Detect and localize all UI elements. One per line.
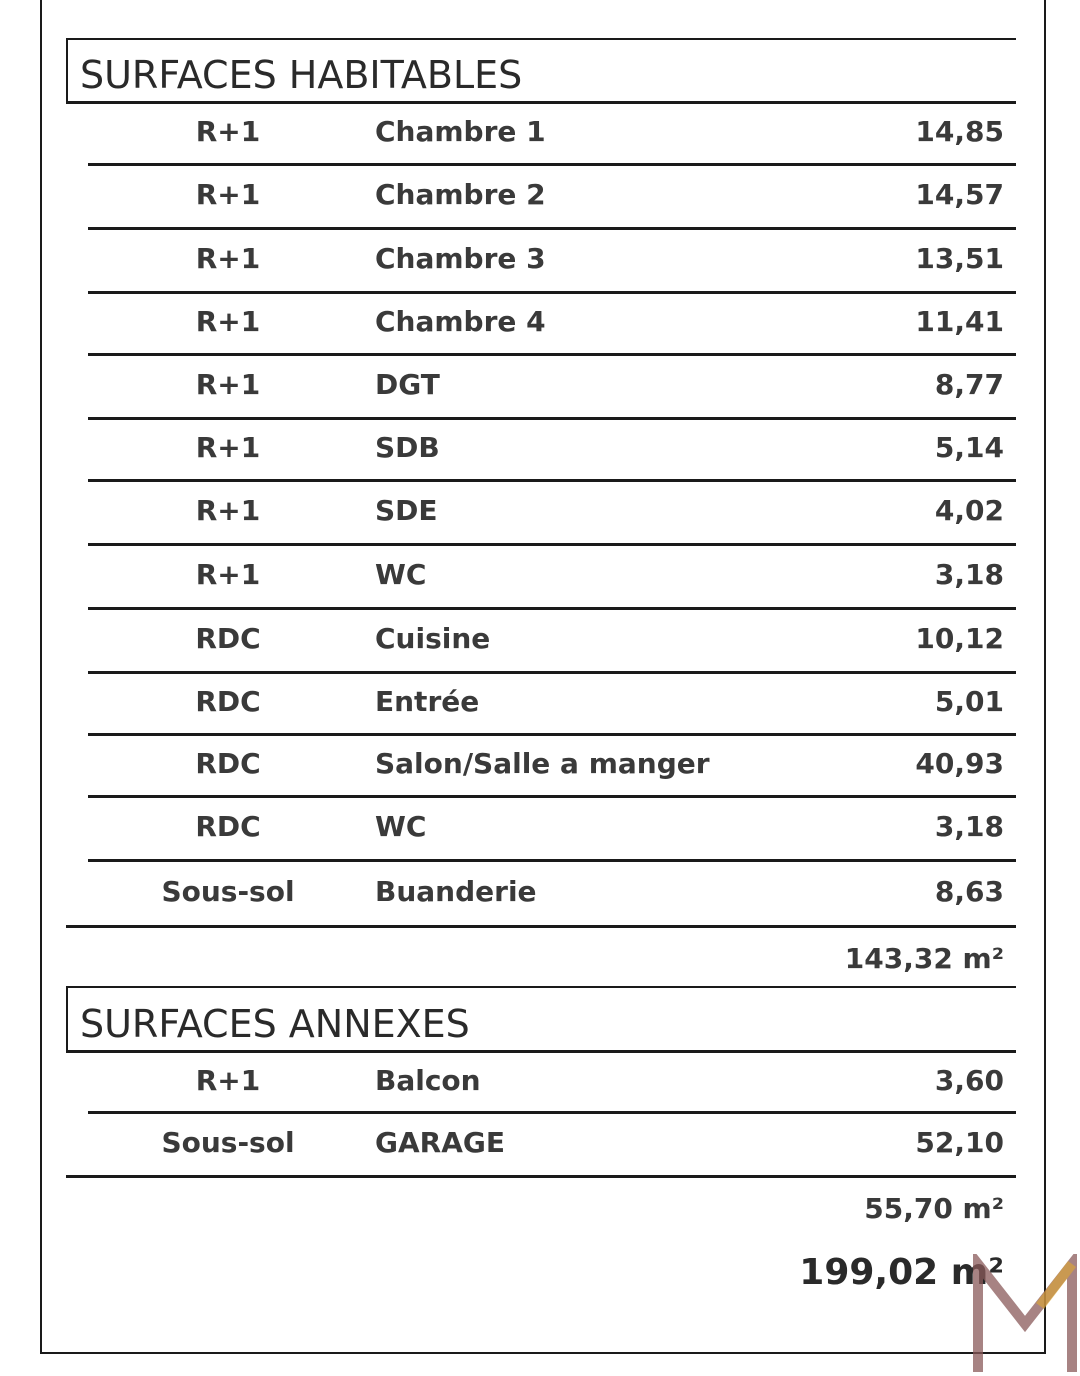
area-cell: 3,18 (934, 810, 1004, 843)
level-cell: R+1 (195, 242, 261, 275)
level-cell: R+1 (195, 1063, 261, 1097)
area-cell: 52,10 (915, 1126, 1004, 1159)
table-row (88, 356, 1016, 420)
area-cell: 10,12 (915, 622, 1004, 655)
room-cell: SDB (375, 431, 440, 464)
area-cell: 40,93 (915, 747, 1004, 780)
table-row (88, 1053, 1016, 1114)
table-row (88, 862, 1016, 928)
room-cell: SDE (375, 494, 438, 527)
area-cell: 11,41 (915, 305, 1004, 338)
table-row (88, 420, 1016, 482)
table-row (88, 104, 1016, 166)
area-cell: 14,85 (915, 115, 1004, 148)
room-cell: GARAGE (375, 1126, 505, 1159)
level-cell: Sous-sol (161, 875, 295, 908)
table-row (88, 798, 1016, 862)
area-cell: 13,51 (915, 242, 1004, 275)
table-row (88, 1114, 1016, 1178)
area-cell: 8,77 (934, 368, 1004, 401)
habitables-total: 143,32 m² (844, 942, 1004, 975)
table-row (88, 610, 1016, 674)
level-cell: RDC (195, 622, 261, 655)
table-row (88, 230, 1016, 294)
level-cell: RDC (195, 810, 261, 843)
table-row (88, 166, 1016, 230)
room-cell: Chambre 3 (375, 242, 546, 275)
area-cell: 5,01 (934, 685, 1004, 718)
room-cell: WC (375, 810, 427, 843)
table-row (88, 674, 1016, 736)
level-cell: R+1 (195, 368, 261, 401)
area-cell: 5,14 (934, 431, 1004, 464)
room-cell: WC (375, 558, 427, 591)
level-cell: RDC (195, 747, 261, 780)
grand-total: 199,02 m² (799, 1252, 1004, 1293)
room-cell: Buanderie (375, 875, 537, 908)
room-cell: Chambre 2 (375, 178, 546, 211)
level-cell: RDC (195, 685, 261, 718)
room-cell: Balcon (375, 1063, 481, 1097)
room-cell: Entrée (375, 685, 480, 718)
area-cell: 3,18 (934, 558, 1004, 591)
table-row (88, 546, 1016, 610)
area-cell: 3,60 (934, 1063, 1004, 1097)
room-cell: DGT (375, 368, 440, 401)
room-cell: Chambre 4 (375, 305, 546, 338)
table-row (88, 294, 1016, 356)
section-header-habitables (66, 38, 1016, 104)
level-cell: Sous-sol (161, 1126, 295, 1159)
m-logo-icon (970, 1254, 1080, 1374)
section-header-annexes (66, 986, 1016, 1053)
area-cell: 14,57 (915, 178, 1004, 211)
row-divider (66, 1175, 1016, 1178)
area-cell: 4,02 (934, 494, 1004, 527)
section-title: SURFACES HABITABLES (80, 53, 523, 97)
level-cell: R+1 (195, 494, 261, 527)
area-cell: 8,63 (934, 875, 1004, 908)
level-cell: R+1 (195, 115, 261, 148)
room-cell: Chambre 1 (375, 115, 546, 148)
table-row (88, 482, 1016, 546)
annexes-total: 55,70 m² (864, 1192, 1004, 1225)
level-cell: R+1 (195, 431, 261, 464)
room-cell: Salon/Salle a manger (375, 747, 710, 780)
table-row (88, 736, 1016, 798)
level-cell: R+1 (195, 178, 261, 211)
level-cell: R+1 (195, 305, 261, 338)
row-divider (66, 925, 1016, 928)
room-cell: Cuisine (375, 622, 491, 655)
level-cell: R+1 (195, 558, 261, 591)
section-title: SURFACES ANNEXES (80, 1002, 470, 1046)
